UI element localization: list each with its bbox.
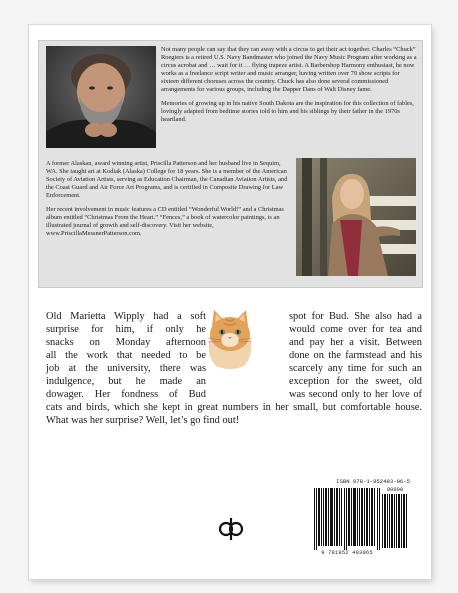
story-line: indulgence, but he made an (46, 376, 206, 387)
illustrator-bio-paragraph-1: A former Alaskan, award winning artist, Priscilla Patterson and her husband live in Sequim, WA. She taught art at Kodiak (Alaska) College for 18 years. She is a member of the American Society of Aviation Artists, serving as Education Chairman, the Canadian Aviation Artists, and the Coast Guard and Air Force Art Programs, and is certified in Composite Drawing for Law Enforcement. (46, 160, 288, 199)
barcode-number: 9 781952 493065 (321, 550, 373, 556)
isbn-label: ISBN 978-1-952493-06-5 (336, 478, 410, 485)
story-line: spot for Bud. She also had a (289, 311, 422, 322)
cat-illustration (202, 306, 258, 370)
barcode-addon-number: 90000 (386, 487, 404, 493)
story-line: and pay her a visit. Between (289, 337, 422, 348)
barcode-main-bars (314, 488, 380, 550)
story-line: surprise for him, if only he (46, 324, 206, 335)
story-line: job at the university, there was (46, 363, 206, 374)
story-line: What was her surprise? Well, let’s go find out! (46, 415, 240, 426)
story-left-column (46, 310, 206, 401)
story-line: all the work that needed to be (46, 350, 206, 361)
story-line: was second only to her love of (289, 389, 422, 400)
illustrator-bio-paragraph-2: Her recent involvement in music features a CD entitled “Wonderful World!” and a Christmas album entitled “Christmas From the Heart.” “Fences,” a book of watercolor paintings, is an illustrated journal of growth and self-discovery. Visit her website, www.PriscillaMessnerPatterson.com. (46, 206, 284, 237)
author-bio-paragraph-1: Not many people can say that they ran away with a circus to get their act together. Charles “Chuck” Roegiers is a retired U.S. Navy Bandmaster who joined the Navy Music Program after working as a circus acrobat and … wait for it … flying trapeze artist. A Barbershop Harmony enthusiast, he now works as a freelance script writer and music arranger, having written over 70 show scripts for sixteen different choruses across the country. Chuck has also done several commissioned arrangements for various groups, including the Dapper Dans of Walt Disney fame. (161, 46, 417, 93)
author-bio (161, 46, 417, 130)
publisher-logo-icon (218, 516, 244, 542)
story-line: exception for the sweet, old (289, 376, 422, 387)
story-line: Old Marietta Wipply had a soft (46, 311, 206, 322)
illustrator-photo (296, 158, 416, 276)
illustrator-bio (46, 160, 290, 244)
isbn-barcode (312, 478, 410, 560)
story-line: dowager. Her fondness of Bud (46, 389, 206, 400)
story-full-width (46, 401, 422, 427)
author-bio-paragraph-2: Memories of growing up in his native South Dakota are the inspiration for this collection of fables, lovingly adapted from bedtime stories told to him and his siblings by their father in the 1970s heartland. (161, 100, 414, 123)
author-photo (46, 46, 156, 148)
story-line: scarcely any time for such an (289, 363, 422, 374)
story-line: snacks on Monday afternoon (46, 337, 206, 348)
barcode-addon-bars (382, 494, 408, 548)
story-line: done on the farmstead and his (289, 350, 422, 361)
story-right-column (289, 310, 422, 401)
story-line: cats and birds, which she kept in great numbers in her small, but comfortable house. (46, 402, 422, 413)
story-line: would come over for tea and (289, 324, 422, 335)
